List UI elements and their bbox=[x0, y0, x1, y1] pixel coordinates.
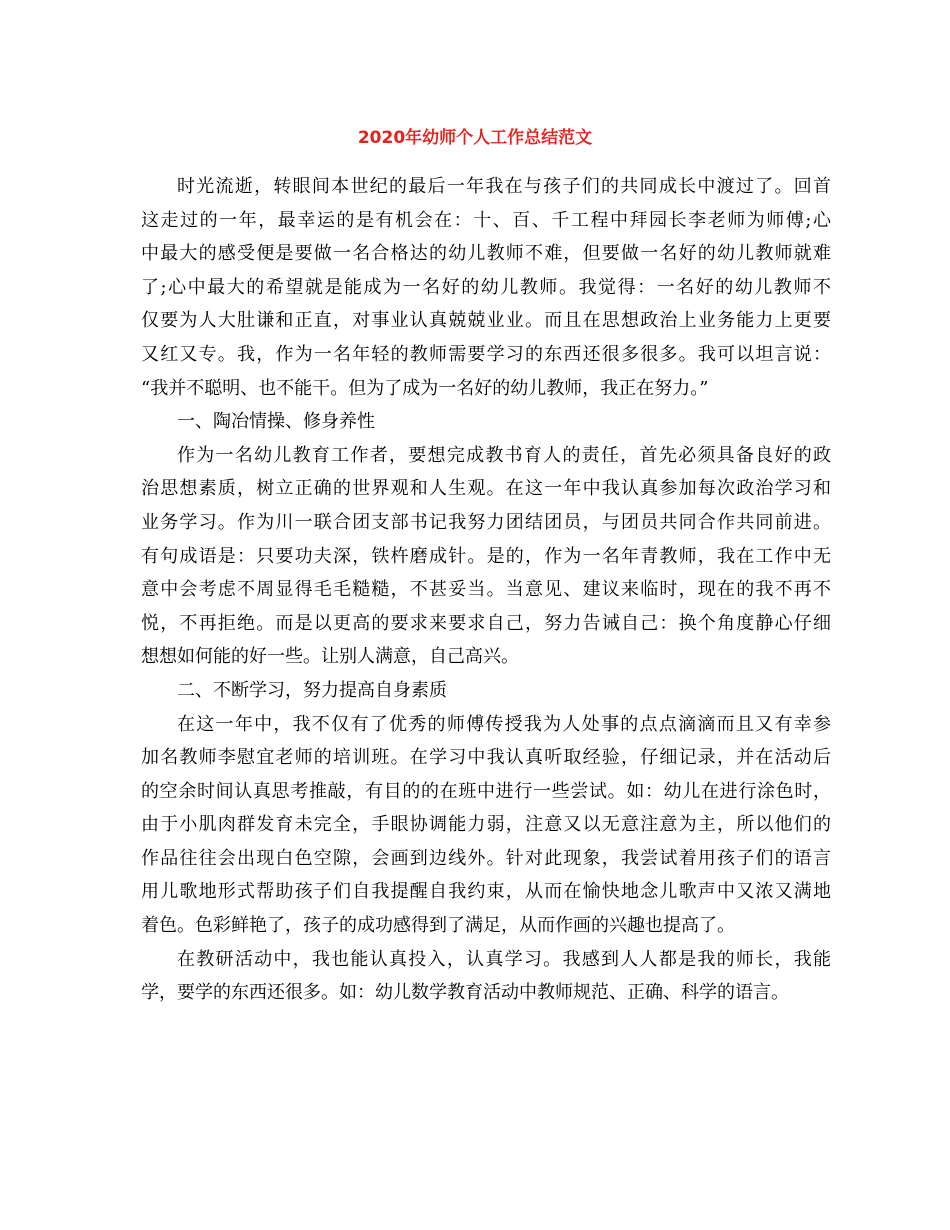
text-line: 治思想素质，树立正确的世界观和人生观。在这一年中我认真参加每次政治学习和 bbox=[141, 478, 831, 500]
text-line: 有句成语是：只要功夫深，铁杵磨成针。是的，作为一名年青教师，我在工作中无 bbox=[141, 545, 831, 567]
text-line: 学，要学的东西还很多。如：幼儿数学教育活动中教师规范、正确、科学的语言。 bbox=[141, 982, 789, 1004]
text-line: 由于小肌肉群发育未完全，手眼协调能力弱，注意又以无意注意为主，所以他们的 bbox=[141, 814, 831, 836]
text-line: 用儿歌地形式帮助孩子们自我提醒自我约束，从而在愉快地念儿歌声中又浓又满地 bbox=[141, 881, 831, 903]
text-line: 中最大的感受便是要做一名合格达的幼儿教师不难，但要做一名好的幼儿教师就难 bbox=[141, 243, 831, 265]
text-line: 在这一年中，我不仅有了优秀的师傅传授我为人处事的点点滴滴而且又有幸参 bbox=[177, 713, 831, 735]
document-title: 2020年幼师个人工作总结范文 bbox=[357, 128, 593, 148]
text-line: 想想如何能的好一些。让别人满意，自己高兴。 bbox=[141, 646, 519, 668]
text-line: 作品往往会出现白色空隙，会画到边线外。针对此现象，我尝试着用孩子们的语言 bbox=[141, 847, 831, 869]
text-line: 的空余时间认真思考推敲，有目的的在班中进行一些尝试。如：幼儿在进行涂色时， bbox=[141, 780, 831, 802]
text-line: 时光流逝，转眼间本世纪的最后一年我在与孩子们的共同成长中渡过了。回首 bbox=[177, 176, 831, 197]
text-line: 悦，不再拒绝。而是以更高的要求来要求自己，努力告诫自己：换个角度静心仔细 bbox=[141, 612, 831, 634]
text-line: 业务学习。作为川一联合团支部书记我努力团结团员，与团员共同合作共同前进。 bbox=[141, 511, 831, 533]
paragraph bbox=[141, 708, 831, 943]
text-line: 又红又专。我，作为一名年轻的教师需要学习的东西还很多很多。我可以坦言说： bbox=[141, 343, 831, 365]
text-line: 这走过的一年，最幸运的是有机会在：十、百、千工程中拜园长李老师为师傅;心 bbox=[141, 209, 831, 231]
text-line: 意中会考虑不周显得毛毛糙糙，不甚妥当。当意见、建议来临时，现在的我不再不 bbox=[141, 579, 831, 601]
text-line: 着色。色彩鲜艳了，孩子的成功感得到了满足，从而作画的兴趣也提高了。 bbox=[141, 915, 735, 937]
text-line: 加名教师李慰宜老师的培训班。在学习中我认真听取经验，仔细记录，并在活动后 bbox=[141, 747, 831, 769]
text-line: 一、陶冶情操、修身养性 bbox=[177, 411, 375, 433]
section-heading bbox=[141, 405, 831, 439]
text-line: 仅要为人大肚谦和正直，对事业认真兢兢业业。而且在思想政治上业务能力上更要 bbox=[141, 310, 831, 332]
paragraph bbox=[141, 439, 831, 674]
document-body bbox=[141, 170, 831, 1010]
paragraph bbox=[141, 943, 831, 1010]
text-line: 了;心中最大的希望就是能成为一名好的幼儿教师。我觉得：一名好的幼儿教师不 bbox=[141, 276, 831, 298]
text-line: 在教研活动中，我也能认真投入，认真学习。我感到人人都是我的师长，我能 bbox=[177, 948, 831, 970]
paragraph bbox=[141, 170, 831, 405]
text-line: “我并不聪明、也不能干。但为了成为一名好的幼儿教师，我正在努力。” bbox=[141, 377, 709, 399]
text-line: 作为一名幼儿教育工作者，要想完成教书育人的责任，首先必须具备良好的政 bbox=[177, 444, 831, 466]
section-heading bbox=[141, 674, 831, 708]
text-line: 二、不断学习，努力提高自身素质 bbox=[177, 679, 447, 701]
